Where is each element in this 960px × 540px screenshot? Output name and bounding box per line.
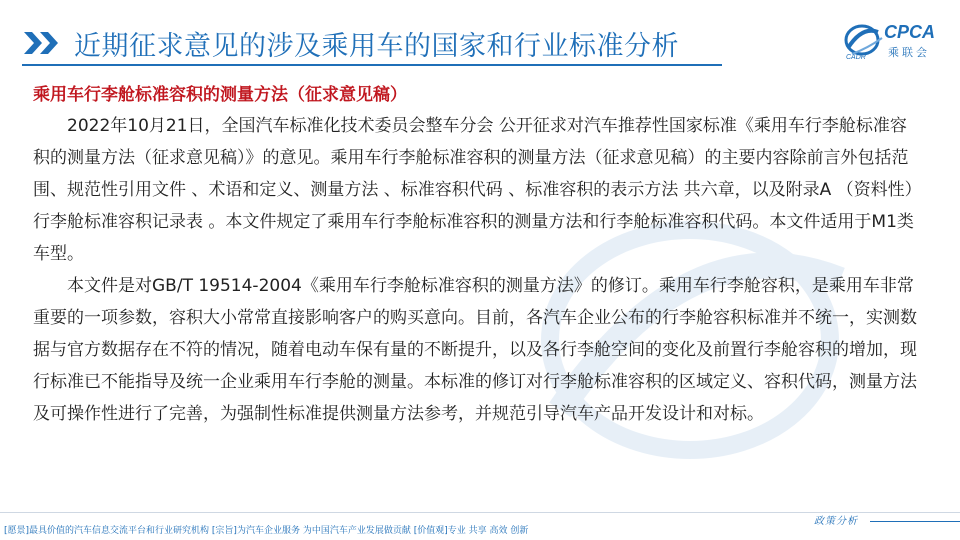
logo-subtext: 乘联会 xyxy=(888,46,930,59)
footer-vision-tag: [愿景] xyxy=(4,526,30,536)
paragraph-1: 2022年10月21日，全国汽车标准化技术委员会整车分会 公开征求对汽车推荐性国家标准《乘用车行李舱标准容积的测量方法（征求意见稿）》的意见。乘用车行李舱标准容积的测量方法（征求意见稿）的主要内容除前言外包括范围、规范性引用文件 、术语和定义、测量方法 、标准容积代码 、标准容积的表示方法 共六章，以及附录A （资料性） 行李舱标准容积记录表 。本文件规定了乘用车行李舱标准容积的测量方法和行李舱标准容积代码。本文件适用于M1类车型。 xyxy=(33,116,922,264)
footer-values-tag: [价值观] xyxy=(413,526,448,536)
footer-slogan xyxy=(4,523,528,536)
paragraph-2: 本文件是对GB/T 19514-2004《乘用车行李舱标准容积的测量方法》的修订。乘用车行李舱容积，是乘用车非常重要的一项参数，容积大小常常直接影响客户的购买意向。目前，各汽车企业公布的行李舱容积标准并不统一，实测数据与官方数据存在不符的情况，随着电动车保有量的不断提升，以及各行李舱空间的变化及前置行李舱容积的增加，现行标准已不能指导及统一企业乘用车行李舱的测量。本标准的修订对行李舱标准容积的区域定义、容积代码，测量方法及可操作性进行了完善，为强制性标准提供测量方法参考，并规范引导汽车产品开发设计和对标。 xyxy=(33,276,917,424)
footer-values: 专业 共享 高效 创新 xyxy=(447,526,529,536)
footer-right-rule xyxy=(870,521,960,522)
footer-mission: 为汽车企业服务 为中国汽车产业发展做贡献 xyxy=(236,526,411,536)
page-title: 近期征求意见的涉及乘用车的国家和行业标准分析 xyxy=(74,31,679,62)
logo-cadr-text: CADR xyxy=(846,54,866,61)
title-underline xyxy=(22,64,722,66)
footer-vision: 最具价值的汽车信息交流平台和行业研究机构 xyxy=(29,526,210,536)
logo-text: CPCA xyxy=(884,22,936,42)
section-subtitle: 乘用车行李舱标准容积的测量方法（征求意见稿） xyxy=(33,85,407,105)
footer-mission-tag: [宗旨] xyxy=(211,526,237,536)
header xyxy=(0,0,960,70)
double-chevron-right-icon xyxy=(22,30,62,56)
footer-section-label: 政策分析 xyxy=(814,516,858,527)
body-text xyxy=(33,110,923,430)
